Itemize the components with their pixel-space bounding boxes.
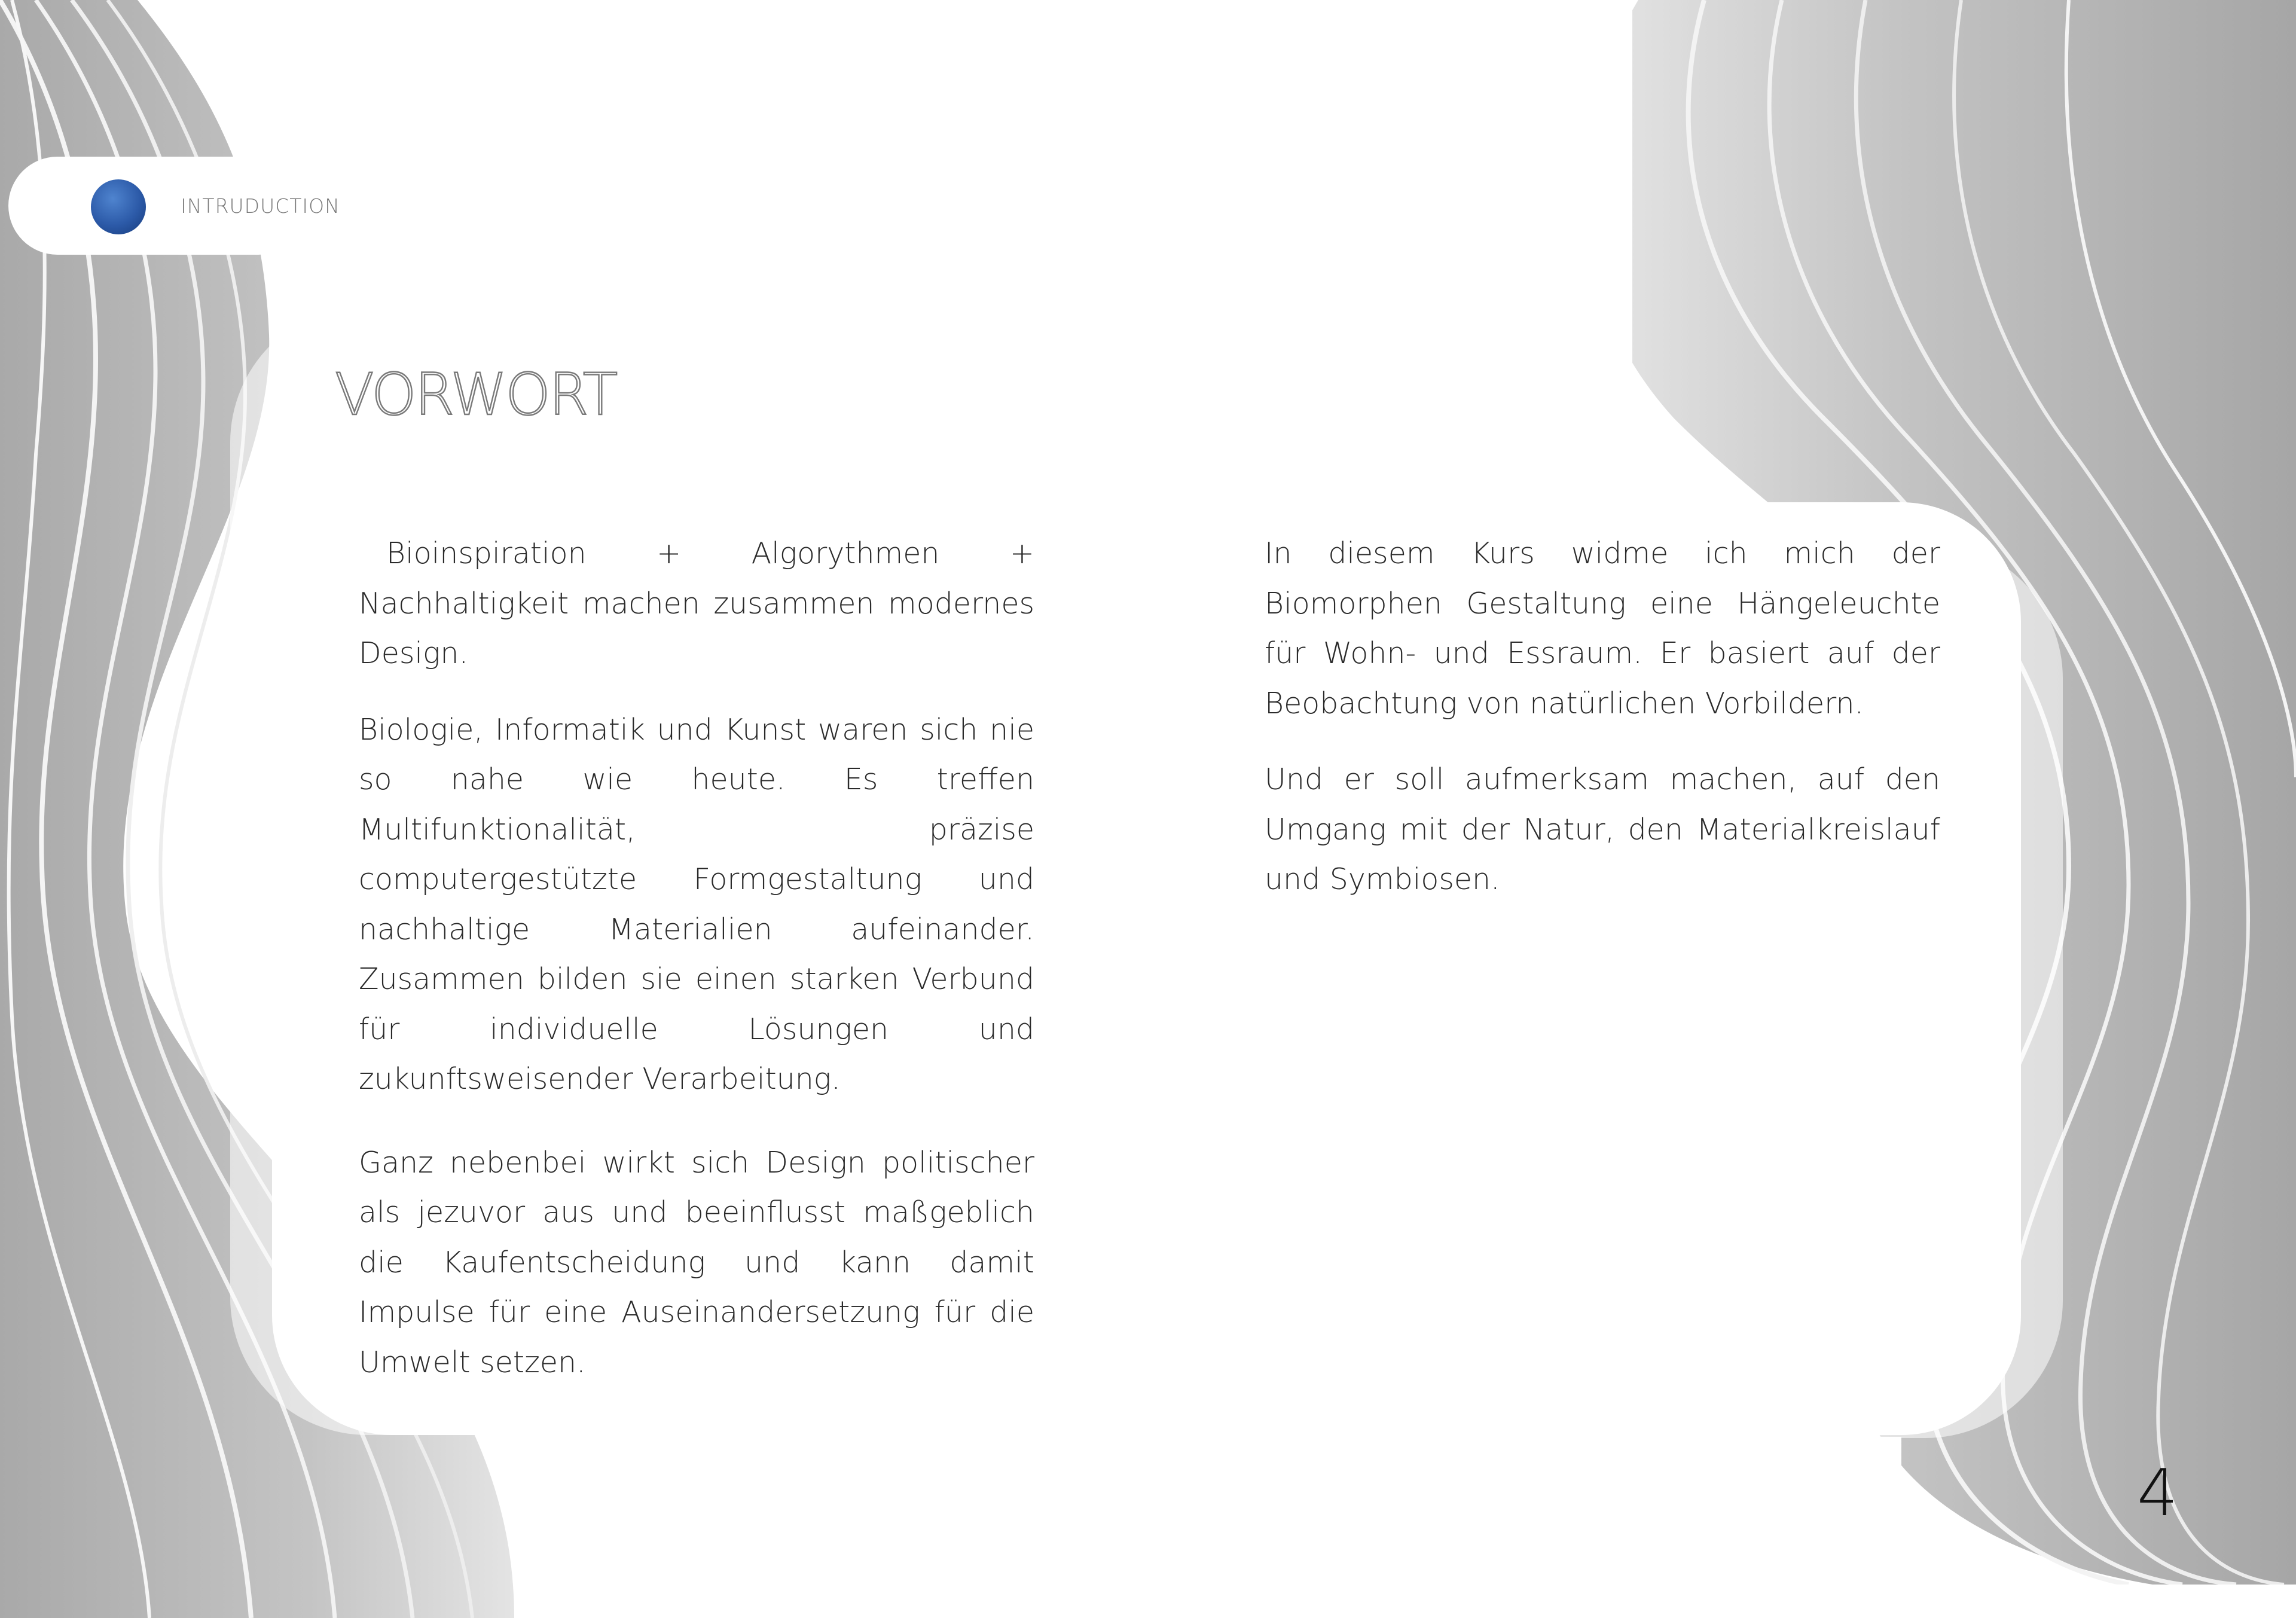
left-text-column bbox=[359, 529, 1034, 1387]
page-number: 4 bbox=[2137, 1456, 2178, 1531]
left-paragraph-2: Biologie, Informatik und Kunst waren sich nie so nahe wie heute. Es treffen Multifunktionalität, präzise computergestützte Formgestaltung und nachhaltige Materialien aufeinander. Zusammen bilden sie einen starken Verbund für individuelle Lösungen und zukunftsweisender Verarbeitung. bbox=[359, 712, 1034, 1096]
blue-dot-icon bbox=[91, 179, 146, 234]
left-paragraph-1: Bioinspiration + Algorythmen + Nachhaltigkeit machen zusammen modernes Design. bbox=[359, 536, 1034, 670]
right-paragraph-2: Und er soll aufmerksam machen, auf den Umgang mit der Natur, den Materialkreislauf und Symbiosen. bbox=[1265, 762, 1940, 896]
right-paragraph-1: In diesem Kurs widme ich mich der Biomorphen Gestaltung eine Hängeleuchte für Wohn- und Essraum. Er basiert auf der Beobachtung von natürlichen Vorbildern. bbox=[1265, 536, 1940, 721]
right-text-column bbox=[1265, 529, 1940, 905]
section-label: INTRUDUCTION bbox=[181, 194, 340, 218]
left-paragraph-3: Ganz nebenbei wirkt sich Design politischer als jezuvor aus und beeinflusst maßgeblich die Kaufentscheidung und kann damit Impulse für eine Auseinandersetzung für die Umwelt setzen. bbox=[359, 1145, 1034, 1379]
page-title: VORWORT bbox=[335, 361, 616, 428]
bottom-white-band bbox=[526, 1437, 1901, 1618]
bottom-right-white-strip bbox=[1854, 1585, 2296, 1618]
